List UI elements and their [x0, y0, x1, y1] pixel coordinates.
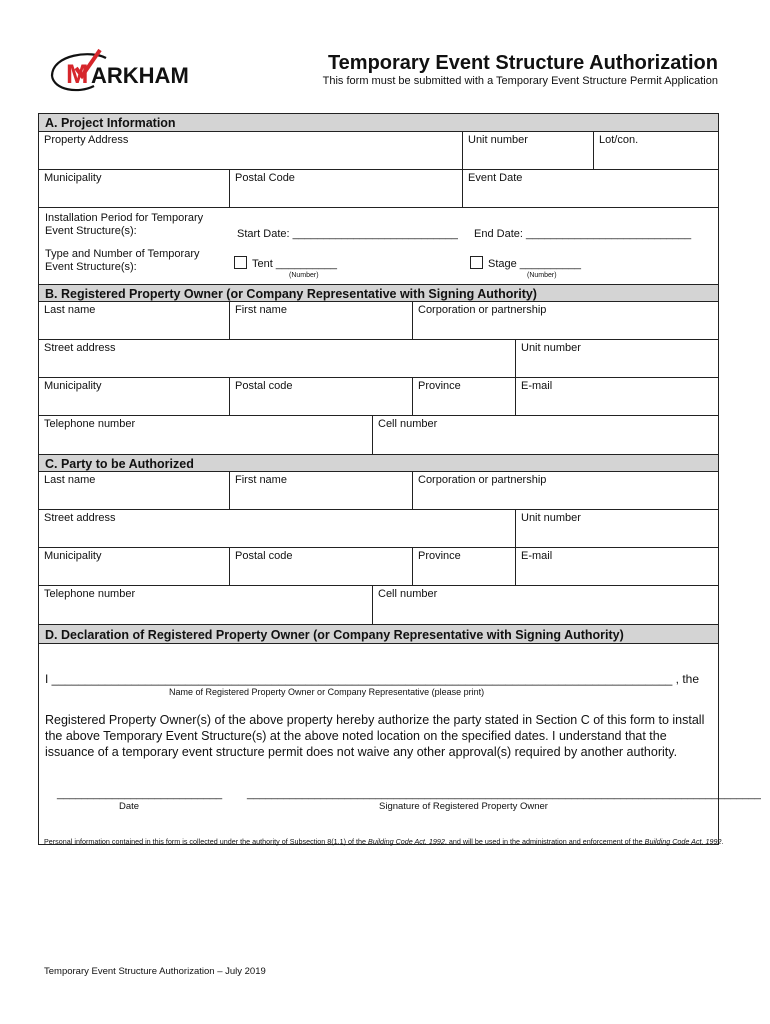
section-a-row-municipality: [39, 170, 718, 208]
stage-checkbox[interactable]: [470, 256, 483, 269]
party-municipality-field[interactable]: Municipality: [39, 548, 230, 585]
party-postal-code-field[interactable]: Postal code: [230, 548, 413, 585]
party-corporation-field[interactable]: Corporation or partnership: [418, 474, 547, 486]
privacy-act-1: Building Code Act, 1992: [368, 837, 445, 846]
structure-type-label: Type and Number of Temporary Event Structure(s):: [45, 248, 200, 273]
end-date-field[interactable]: End Date: ___________________________: [474, 228, 692, 240]
section-b-heading: B. Registered Property Owner (or Company Representative with Signing Authority): [39, 284, 718, 302]
stage-number-field[interactable]: Stage __________: [488, 258, 581, 270]
stage-number-caption: (Number): [527, 272, 557, 279]
markham-logo: [48, 46, 208, 96]
postal-code-field[interactable]: Postal Code: [230, 170, 463, 207]
privacy-notice: [44, 836, 734, 848]
page-footer: Temporary Event Structure Authorization – July 2019: [44, 966, 266, 977]
owner-unit-number-field[interactable]: Unit number: [521, 342, 581, 354]
section-c-row-street: [39, 510, 718, 548]
owner-cell-field[interactable]: Cell number: [378, 418, 438, 430]
privacy-act-2: Building Code Act, 1992: [644, 837, 722, 846]
section-b-row-municipality: [39, 378, 718, 416]
event-date-field[interactable]: Event Date: [468, 172, 523, 184]
start-date-field[interactable]: Start Date: ___________________________: [237, 228, 458, 240]
owner-first-name-field[interactable]: First name: [230, 302, 413, 339]
section-d-heading: D. Declaration of Registered Property Owner (or Company Representative with Signing Authority): [39, 624, 718, 644]
section-a-row-address: [39, 132, 718, 170]
form-subtitle: This form must be submitted with a Temporary Event Structure Permit Application: [322, 75, 718, 87]
owner-municipality-field[interactable]: Municipality: [39, 378, 230, 415]
signature-line[interactable]: ____________________________________________________________________________________: [247, 788, 761, 800]
section-c-row-municipality: [39, 548, 718, 586]
party-unit-number-field[interactable]: Unit number: [521, 512, 581, 524]
owner-last-name-field[interactable]: Last name: [39, 302, 230, 339]
owner-corporation-field[interactable]: Corporation or partnership: [418, 304, 547, 316]
lot-con-field[interactable]: Lot/con.: [599, 134, 639, 146]
owner-email-field[interactable]: E-mail: [521, 380, 553, 392]
section-c-row-phone: [39, 586, 718, 624]
party-cell-field[interactable]: Cell number: [378, 588, 438, 600]
municipality-field[interactable]: Municipality: [39, 170, 230, 207]
owner-street-address-field[interactable]: Street address: [39, 340, 516, 377]
unit-number-field[interactable]: Unit number: [463, 132, 594, 169]
party-province-field[interactable]: Province: [413, 548, 516, 585]
owner-province-field[interactable]: Province: [413, 378, 516, 415]
section-b-row-name: [39, 302, 718, 340]
section-a-row-period: [39, 208, 718, 284]
owner-telephone-field[interactable]: Telephone number: [39, 416, 373, 454]
privacy-suffix: .: [721, 837, 724, 846]
section-b-row-phone: [39, 416, 718, 454]
authorization-form: [38, 113, 761, 845]
party-last-name-field[interactable]: Last name: [39, 472, 230, 509]
svg-text:M: M: [66, 59, 89, 89]
party-street-address-field[interactable]: Street address: [39, 510, 516, 547]
tent-number-caption: (Number): [289, 272, 319, 279]
privacy-prefix: Personal information contained in this form is collected under the authority of Subsection 8(1.1) of the: [44, 837, 369, 846]
installation-period-label: Installation Period for Temporary Event Structure(s):: [45, 212, 204, 237]
party-email-field[interactable]: E-mail: [521, 550, 553, 562]
section-c-row-name: [39, 472, 718, 510]
privacy-middle: , and will be used in the administration and enforcement of the: [444, 837, 645, 846]
declaration-text: Registered Property Owner(s) of the above property hereby authorize the party stated in Section C of this form to install the above Temporary Event Structure(s) at the above noted location on the specified dates. I understand that the issuance of a temporary event structure permit does not waive any other approval(s) required by another authority.: [45, 713, 705, 759]
section-b-row-street: [39, 340, 718, 378]
logo-text: ARKHAM: [91, 63, 189, 88]
owner-name-line[interactable]: I _____________________________________________________________________________________________ , the: [45, 672, 700, 686]
owner-name-caption: Name of Registered Property Owner or Company Representative (please print): [169, 687, 485, 697]
tent-checkbox[interactable]: [234, 256, 247, 269]
party-first-name-field[interactable]: First name: [230, 472, 413, 509]
signature-caption: Signature of Registered Property Owner: [379, 801, 548, 812]
date-line[interactable]: ___________________________: [57, 788, 223, 800]
section-c-heading: C. Party to be Authorized: [39, 454, 718, 472]
date-caption: Date: [119, 801, 140, 812]
property-address-field[interactable]: Property Address: [39, 132, 463, 169]
owner-postal-code-field[interactable]: Postal code: [230, 378, 413, 415]
tent-number-field[interactable]: Tent __________: [252, 258, 338, 270]
section-a-heading: A. Project Information: [39, 114, 718, 132]
party-telephone-field[interactable]: Telephone number: [39, 586, 373, 624]
form-title: Temporary Event Structure Authorization: [327, 52, 718, 74]
declaration-block: [39, 644, 761, 845]
